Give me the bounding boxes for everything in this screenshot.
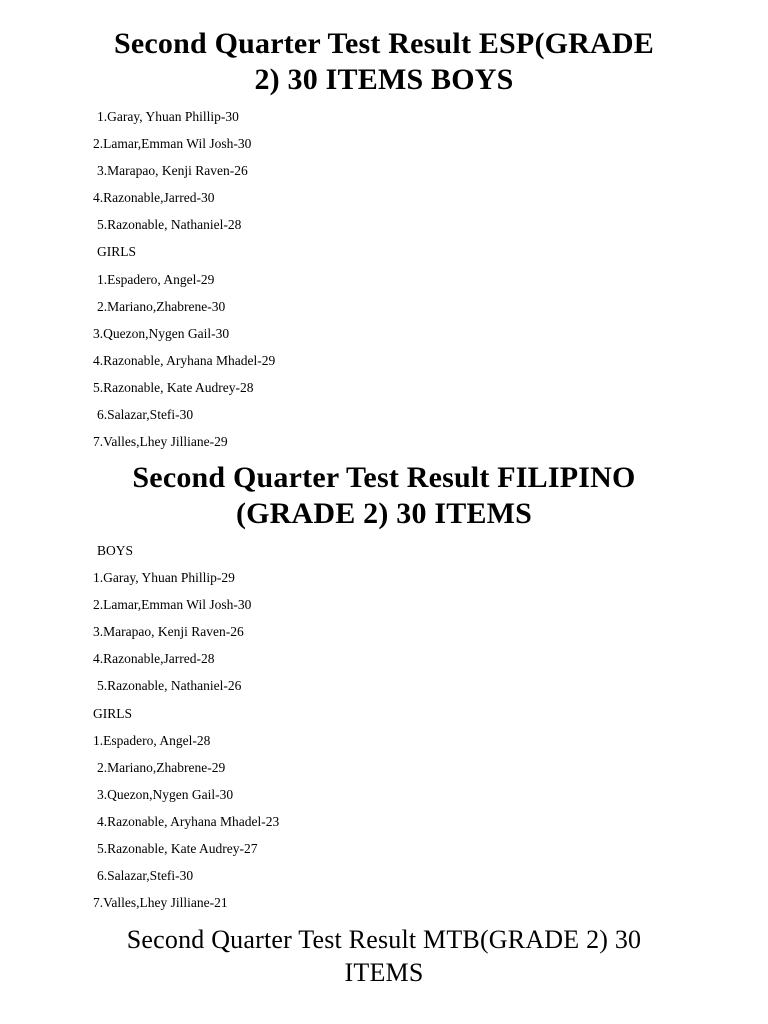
list-item: 5.Razonable, Nathaniel-28	[97, 217, 242, 233]
list-item: 3.Quezon,Nygen Gail-30	[97, 786, 234, 802]
list-item: 4.Razonable,Jarred-30	[93, 190, 215, 206]
filipino-title-line-1: Second Quarter Test Result FILIPINO	[132, 461, 636, 494]
list-item: 2.Lamar,Emman Wil Josh-30	[93, 136, 252, 152]
mtb-title-line-2: ITEMS	[344, 958, 424, 987]
list-item: BOYS	[97, 543, 134, 558]
list-item: 4.Razonable,Jarred-28	[93, 651, 215, 667]
mtb-title-line-1: Second Quarter Test Result MTB(GRADE 2) 30	[126, 925, 642, 954]
list-item: GIRLS	[97, 244, 137, 260]
list-item: 5.Razonable, Kate Audrey-28	[93, 379, 254, 395]
filipino-title-line-2: (GRADE 2) 30 ITEMS	[235, 497, 533, 530]
esp-section-title	[0, 26, 768, 98]
list-item: 7.Valles,Lhey Jilliane-29	[93, 434, 228, 450]
list-item: 4.Razonable, Aryhana Mhadel-29	[93, 352, 276, 368]
list-item: 6.Salazar,Stefi-30	[97, 868, 194, 884]
list-item: 4.Razonable, Aryhana Mhadel-23	[97, 813, 280, 829]
filipino-section-title	[0, 460, 768, 532]
list-item: 3.Marapao, Kenji Raven-26	[93, 624, 244, 640]
esp-title-line-1: Second Quarter Test Result ESP(GRADE	[113, 27, 654, 60]
list-item: 7.Valles,Lhey Jilliane-21	[93, 895, 228, 911]
list-item: 2.Mariano,Zhabrene-30	[97, 298, 226, 314]
list-item: 3.Marapao, Kenji Raven-26	[97, 163, 248, 179]
mtb-section-title	[0, 923, 768, 989]
list-item: 3.Quezon,Nygen Gail-30	[93, 325, 230, 341]
list-item: 1.Garay, Yhuan Phillip-29	[93, 570, 235, 586]
esp-results-list	[0, 103, 768, 455]
list-item: 1.Espadero, Angel-29	[97, 271, 215, 287]
list-item: 5.Razonable, Nathaniel-26	[97, 678, 242, 694]
list-item: 1.Garay, Yhuan Phillip-30	[97, 109, 239, 124]
list-item: 1.Espadero, Angel-28	[93, 732, 211, 748]
list-item: 5.Razonable, Kate Audrey-27	[97, 841, 258, 857]
list-item: 2.Mariano,Zhabrene-29	[97, 759, 226, 775]
list-item: 2.Lamar,Emman Wil Josh-30	[93, 597, 252, 613]
filipino-results-list	[0, 537, 768, 916]
list-item: GIRLS	[93, 705, 133, 721]
list-item: 6.Salazar,Stefi-30	[97, 407, 194, 423]
esp-title-line-2: 2) 30 ITEMS BOYS	[254, 63, 514, 96]
